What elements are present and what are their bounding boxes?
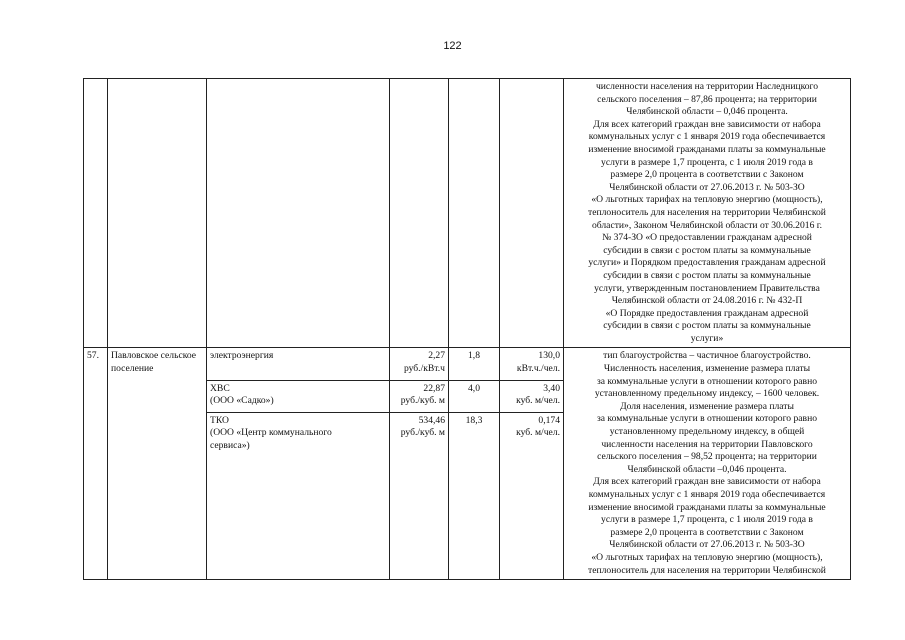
- service-name: [207, 412, 389, 457]
- norm-value: 130,0: [538, 350, 560, 362]
- percent: [449, 412, 499, 457]
- service-name-line: электроэнергия: [210, 350, 274, 362]
- settlement-name: Павловское сельское поселение: [108, 348, 207, 580]
- description-line: изменение вносимой гражданами платы за коммунальные: [588, 501, 826, 513]
- tariff-table: [83, 78, 851, 580]
- service-name: [207, 380, 389, 412]
- row-number-cell: [84, 79, 108, 348]
- service-cell: [207, 79, 390, 348]
- description-cell: [564, 348, 851, 580]
- page-number: 122: [443, 40, 462, 52]
- description-line: «О Порядке предоставления гражданам адресной: [605, 307, 809, 319]
- description-line: Для всех категорий граждан вне зависимости от набора: [593, 118, 821, 130]
- tariff: [390, 348, 448, 379]
- table-row-57: [84, 348, 851, 580]
- description-line: № 374-ЗО «О предоставлении гражданам адресной: [602, 232, 812, 244]
- norm-unit: куб. м/чел.: [516, 395, 560, 407]
- description-line: «О льготных тарифах на тепловую энергию (мощность),: [591, 551, 823, 563]
- description-line: Челябинской области от 27.06.2013 г. № 503-ЗО: [609, 181, 805, 193]
- norm-value: 0,174: [538, 414, 560, 426]
- service-name: [207, 348, 389, 379]
- norm-cell: [500, 79, 564, 348]
- description-line: услуги в размере 1,7 процента, с 1 июля 2019 года в: [601, 156, 813, 168]
- description-line: Челябинской области от 27.06.2013 г. № 503-ЗО: [609, 539, 805, 551]
- description-line: численности населения на территории Павловского: [601, 438, 813, 450]
- description-line: области», Законом Челябинской области от 30.06.2016 г.: [591, 219, 823, 231]
- description-line: теплоноситель для населения на территории Челябинской: [588, 206, 826, 218]
- tariff-value: 22,87: [423, 382, 445, 394]
- description-line: сельского поселения – 87,86 процента; на территории: [597, 93, 817, 105]
- tariff-value: 534,46: [418, 414, 445, 426]
- description-line: Для всех категорий граждан вне зависимости от набора: [593, 476, 821, 488]
- description-line: установленному предельному индексу, в общей: [609, 426, 805, 438]
- service-name-line: ТКО: [210, 414, 229, 426]
- percent: [449, 380, 499, 412]
- description-line: Челябинской области от 24.08.2016 г. № 432-П: [611, 295, 803, 307]
- description-line: размере 2,0 процента в соответствии с Законом: [610, 169, 804, 181]
- description-line: субсидии в связи с ростом платы за коммунальные: [603, 244, 811, 256]
- description-line: Численность населения, изменение размера платы: [603, 363, 811, 375]
- description-line: Доля населения, изменение размера платы: [620, 400, 794, 412]
- tariff: [390, 380, 448, 412]
- description-line: субсидии в связи с ростом платы за коммунальные: [603, 269, 811, 281]
- description-line: услуги, утвержденным постановлением Правительства: [594, 282, 820, 294]
- description-line: тип благоустройства – частичное благоустройство.: [603, 350, 811, 362]
- description-line: за коммунальные услуги в отношении которого равно: [596, 413, 818, 425]
- service-name-line: (ООО «Садко»): [210, 395, 274, 407]
- description-line: установленному предельному индексу, – 1600 человек.: [594, 388, 820, 400]
- row-number: 57.: [84, 348, 108, 580]
- tariff-values: [390, 348, 449, 580]
- percent-value: 4,0: [468, 382, 480, 394]
- description-line: услуги» и Порядком предоставления гражданам адресной: [588, 257, 826, 269]
- description-line: за коммунальные услуги в отношении которого равно: [596, 375, 818, 387]
- description-line: услуги в размере 1,7 процента, с 1 июля 2019 года в: [601, 514, 813, 526]
- description-line: теплоноситель для населения на территории Челябинской: [588, 564, 826, 576]
- description-line: размере 2,0 процента в соответствии с Законом: [610, 526, 804, 538]
- settlement-cell: [108, 79, 207, 348]
- percent-value: 18,3: [465, 414, 483, 426]
- percent: [449, 348, 499, 379]
- table-row-continued: [84, 79, 851, 348]
- description-line: «О льготных тарифах на тепловую энергию (мощность),: [591, 194, 823, 206]
- norm-values: [500, 348, 564, 580]
- description-line: субсидии в связи с ростом платы за коммунальные: [603, 320, 811, 332]
- description-line: сельского поселения – 98,52 процента; на территории: [597, 451, 817, 463]
- tariff: [390, 412, 448, 457]
- description-line: коммунальных услуг с 1 января 2019 года обеспечивается: [588, 131, 826, 143]
- norm: [500, 380, 563, 412]
- tariff-cell: [390, 79, 449, 348]
- description-cell: [564, 79, 851, 348]
- percent-values: [449, 348, 500, 580]
- percent-value: 1,8: [468, 350, 480, 362]
- description-line: коммунальных услуг с 1 января 2019 года обеспечивается: [588, 489, 826, 500]
- service-name-line: ХВС: [210, 382, 230, 394]
- tariff-unit: руб./кВт.ч: [403, 363, 445, 375]
- percent-cell: [449, 79, 500, 348]
- norm: [500, 412, 563, 457]
- description-line: Челябинской области –0,046 процента.: [627, 463, 787, 475]
- tariff-unit: руб./куб. м: [400, 427, 445, 439]
- norm-unit: кВт.ч./чел.: [516, 363, 560, 375]
- service-name-line: (ООО «Центр коммунального: [210, 427, 332, 439]
- tariff-value: 2,27: [428, 350, 445, 362]
- description-line: изменение вносимой гражданами платы за коммунальные: [588, 143, 826, 155]
- service-name-line: сервиса»): [210, 440, 250, 452]
- description-line: Челябинской области – 0,046 процента.: [626, 106, 788, 118]
- service-names: [207, 348, 390, 580]
- description-line: услуги»: [690, 332, 724, 344]
- tariff-unit: руб./куб. м: [400, 395, 445, 407]
- norm-value: 3,40: [543, 382, 560, 394]
- description-line: численности населения на территории Наследницкого: [595, 81, 819, 92]
- norm: [500, 348, 563, 379]
- norm-unit: куб. м/чел.: [516, 427, 560, 439]
